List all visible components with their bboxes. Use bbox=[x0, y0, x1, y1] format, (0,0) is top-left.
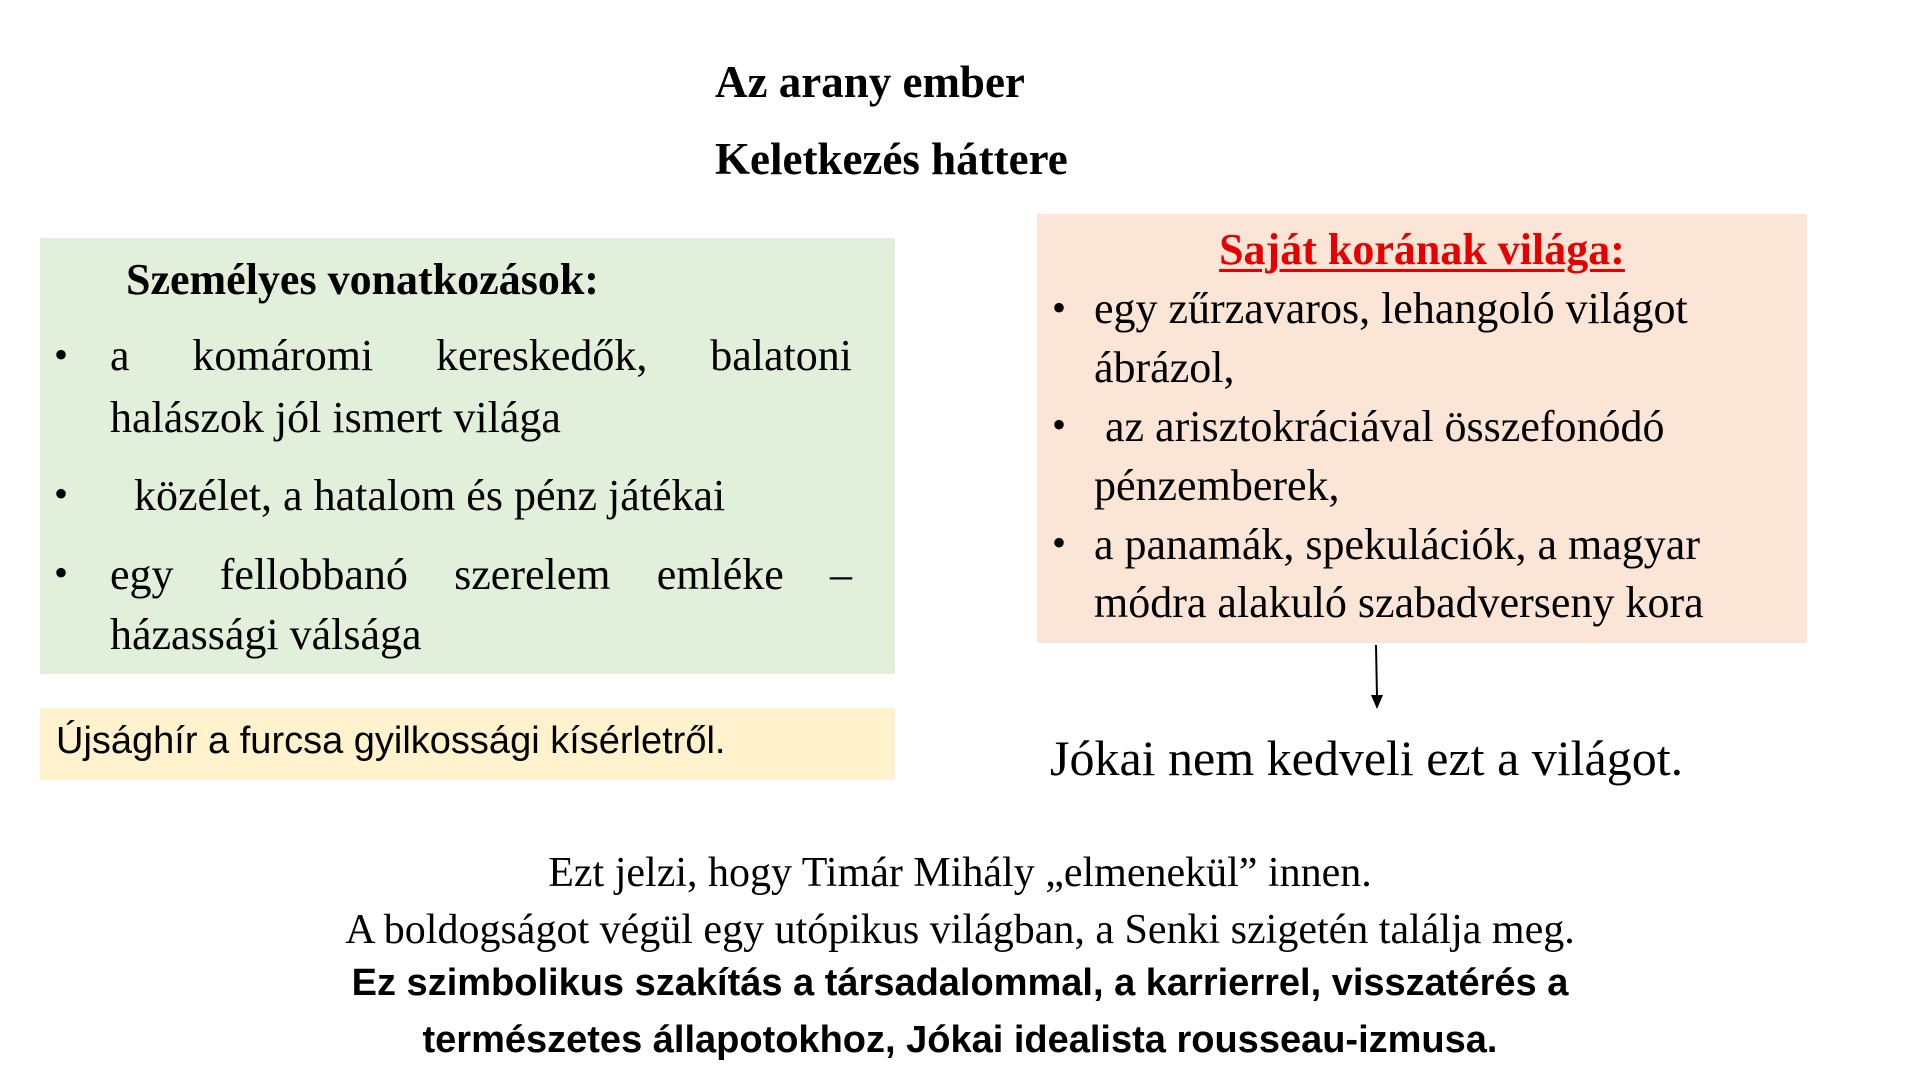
news-box bbox=[40, 708, 895, 780]
era-item-2-line-1: az arisztokráciával összefonódó bbox=[1094, 402, 1665, 451]
bullet-icon: • bbox=[1052, 402, 1067, 447]
slide-title: Az arany ember bbox=[715, 57, 1025, 107]
era-heading: Saját korának világa: bbox=[1219, 225, 1625, 274]
personal-item-3-line-2: házassági válsága bbox=[110, 610, 422, 659]
bottom-line-1: Ezt jelzi, hogy Timár Mihály „elmenekül” innen. bbox=[548, 850, 1372, 896]
bullet-icon: • bbox=[54, 471, 69, 516]
personal-item-1-line-2: halászok jól ismert világa bbox=[110, 393, 561, 442]
bullet-icon: • bbox=[54, 332, 69, 377]
personal-item-1-line-1: a komáromi kereskedők, balatoni bbox=[110, 331, 852, 380]
personal-references-box bbox=[40, 238, 895, 674]
bullet-icon: • bbox=[54, 550, 69, 595]
arrow-down-icon bbox=[1370, 645, 1384, 711]
bottom-line-3: Ez szimbolikus szakítás a társadalommal, a karrierrel, visszatérés a bbox=[351, 962, 1569, 1004]
era-item-3-line-1: a panamák, spekulációk, a magyar bbox=[1094, 520, 1700, 569]
era-item-2-line-2: pénzemberek, bbox=[1094, 461, 1340, 510]
slide-subtitle: Keletkezés háttere bbox=[715, 134, 1068, 184]
bottom-line-4: természetes állapotokhoz, Jókai idealista rousseau-izmusa. bbox=[422, 1019, 1498, 1061]
bullet-icon: • bbox=[1052, 520, 1067, 565]
bottom-line-2: A boldogságot végül egy utópikus világban, a Senki szigetén találja meg. bbox=[345, 907, 1575, 953]
bullet-icon: • bbox=[1052, 285, 1067, 330]
personal-item-2: közélet, a hatalom és pénz játékai bbox=[134, 471, 726, 520]
era-item-1-line-1: egy zűrzavaros, lehangoló világot bbox=[1094, 284, 1688, 333]
conclusion-text: Jókai nem kedveli ezt a világot. bbox=[1050, 730, 1684, 786]
era-box bbox=[1037, 214, 1807, 643]
era-item-1-line-2: ábrázol, bbox=[1094, 343, 1235, 392]
personal-item-3-line-1: egy fellobbanó szerelem emléke – bbox=[110, 550, 852, 599]
personal-references-heading: Személyes vonatkozások: bbox=[126, 255, 599, 304]
era-item-3-line-2: módra alakuló szabadverseny kora bbox=[1094, 578, 1704, 627]
news-text: Újsághír a furcsa gyilkossági kísérletről. bbox=[56, 720, 726, 762]
